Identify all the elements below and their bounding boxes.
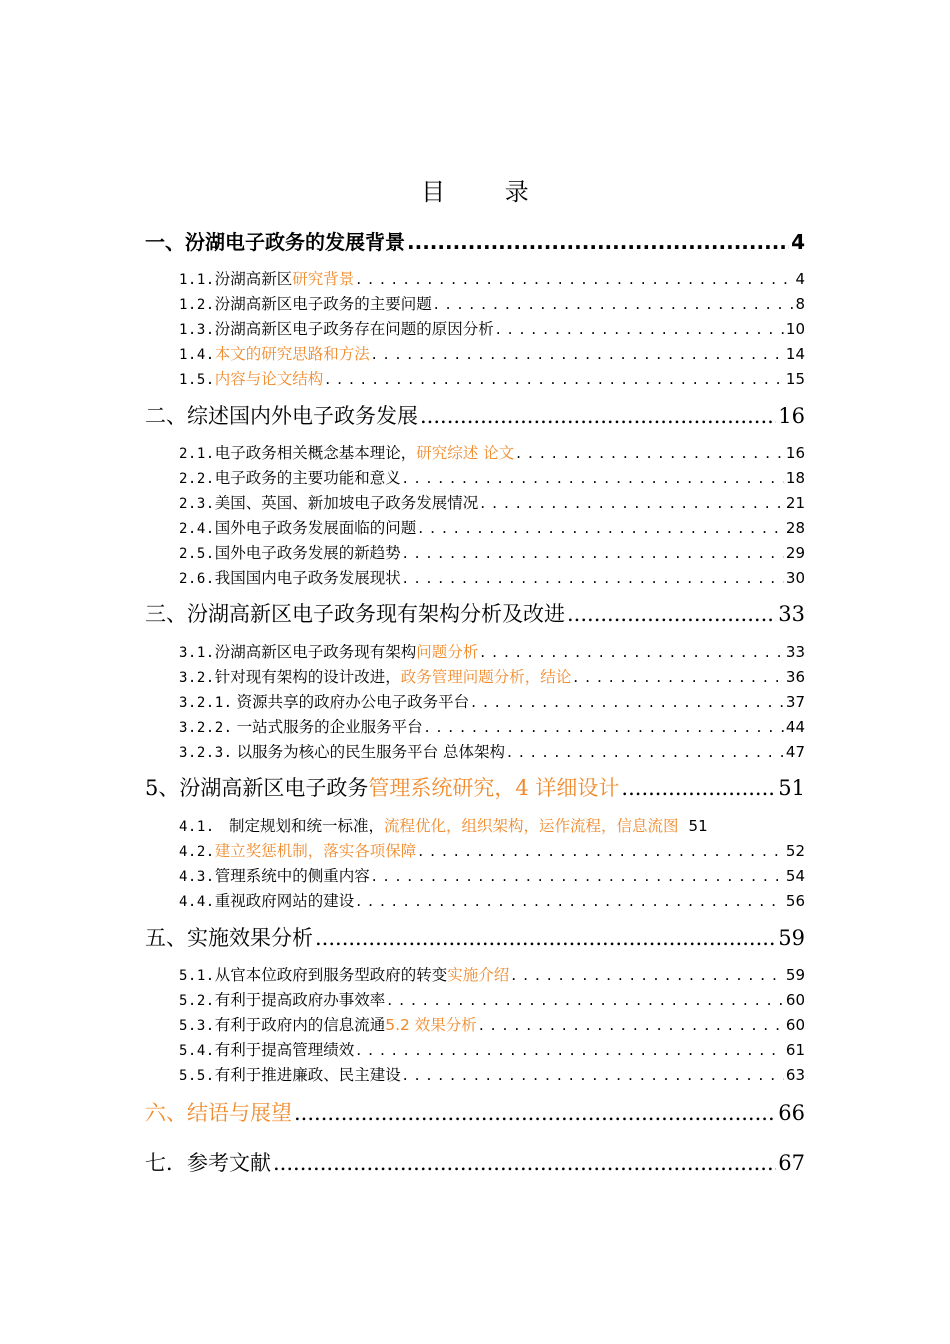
toc-entry[interactable] bbox=[145, 690, 805, 712]
toc-section-title: 综述国内外电子政务发展 bbox=[187, 404, 418, 428]
toc-dot-leader bbox=[273, 1151, 776, 1175]
toc-page-number: 28 bbox=[785, 519, 805, 537]
toc-entry[interactable] bbox=[145, 814, 805, 836]
toc-page-number: 14 bbox=[785, 345, 805, 363]
toc-entry[interactable] bbox=[145, 267, 805, 289]
toc-entry[interactable] bbox=[145, 740, 805, 762]
toc-entry-title: 有利于推进廉政、民主建设 bbox=[214, 1066, 401, 1084]
toc-entry-title: 流程优化，组织架构，运作流程，信息流图 bbox=[384, 817, 679, 835]
toc-entry[interactable] bbox=[145, 988, 805, 1010]
toc-page-number: 59 bbox=[778, 926, 805, 950]
toc-dot-leader bbox=[294, 1101, 776, 1125]
toc-section-title: 结语与展望 bbox=[187, 1101, 292, 1125]
toc-page-number: 37 bbox=[785, 693, 805, 711]
toc-entry[interactable] bbox=[145, 342, 805, 364]
toc-entry-title: 有利于提高管理绩效 bbox=[214, 1041, 355, 1059]
toc-page-number: 4 bbox=[791, 230, 805, 254]
toc-page-number: 4 bbox=[795, 270, 805, 288]
toc-page-number: 52 bbox=[785, 842, 805, 860]
toc-entry-title: 针对现有架构的设计改进， bbox=[214, 668, 401, 686]
toc-entry-number: 2.4. bbox=[179, 521, 215, 537]
toc-section-number: 二、 bbox=[145, 404, 187, 428]
toc-entry-title: 管理系统中的侧重内容 bbox=[214, 867, 370, 885]
toc-section[interactable] bbox=[145, 400, 805, 430]
toc-dot-leader bbox=[480, 643, 784, 661]
toc-page-number: 29 bbox=[785, 544, 805, 562]
toc-entry[interactable] bbox=[145, 665, 805, 687]
toc-dot-leader bbox=[420, 404, 776, 428]
toc-section[interactable] bbox=[145, 598, 805, 628]
toc-page-number: 67 bbox=[778, 1151, 805, 1175]
toc-entry-number: 5.2. bbox=[179, 993, 215, 1009]
toc-dot-leader bbox=[573, 668, 784, 686]
toc-dot-leader bbox=[471, 693, 784, 711]
toc-entry[interactable] bbox=[145, 1013, 805, 1035]
toc-entry-number: 1.4. bbox=[179, 347, 215, 363]
toc-entry-number: 3.2. bbox=[179, 670, 215, 686]
toc-page-number: 47 bbox=[785, 743, 805, 761]
toc-entry-title: 电子政务的主要功能和意义 bbox=[214, 469, 401, 487]
toc-page-number: 60 bbox=[785, 1016, 805, 1034]
toc-entry-title: 政务管理问题分析，结论 bbox=[400, 668, 572, 686]
toc-dot-leader bbox=[621, 776, 776, 800]
toc-page-number: 30 bbox=[785, 569, 805, 587]
toc-page-number: 15 bbox=[785, 370, 805, 388]
toc-page-number: 66 bbox=[778, 1101, 805, 1125]
toc-entry-title: 制定规划和统一标准， bbox=[229, 817, 385, 835]
toc-section-title: 管理系统研究，4 详细设计 bbox=[368, 776, 620, 800]
toc-section-number: 七． bbox=[145, 1151, 187, 1175]
toc-entry[interactable] bbox=[145, 292, 805, 314]
toc-entry-title: 以服务为核心的民生服务平台 总体架构 bbox=[236, 743, 506, 761]
toc-entry-number: 5.4. bbox=[179, 1043, 215, 1059]
toc-page-number: 51 bbox=[778, 776, 805, 800]
toc-section-number: 一、 bbox=[145, 230, 185, 254]
toc-section-number: 六、 bbox=[145, 1101, 187, 1125]
toc-page-number: 33 bbox=[785, 643, 805, 661]
toc-page-number: 21 bbox=[785, 494, 805, 512]
toc-page-number: 60 bbox=[785, 991, 805, 1009]
toc-dot-leader bbox=[418, 519, 784, 537]
toc-entry-title: 研究综述 论文 bbox=[416, 444, 515, 462]
toc-entry[interactable] bbox=[145, 715, 805, 737]
toc-entry[interactable] bbox=[145, 1038, 805, 1060]
toc-entry-title: 汾湖高新区 bbox=[214, 270, 293, 288]
toc-page-number: 33 bbox=[778, 602, 805, 626]
toc-entry-title: 国外电子政务发展面临的问题 bbox=[214, 519, 417, 537]
toc-entry[interactable] bbox=[145, 441, 805, 463]
toc-entry-title: 问题分析 bbox=[416, 643, 479, 661]
toc-entry[interactable] bbox=[145, 491, 805, 513]
toc-page-number: 59 bbox=[785, 966, 805, 984]
toc-page-number: 10 bbox=[785, 320, 805, 338]
toc-entry-number: 5.5. bbox=[179, 1068, 215, 1084]
toc-entry-number: 3.2.2. bbox=[179, 720, 233, 736]
toc-entry-title: 我国国内电子政务发展现状 bbox=[214, 569, 401, 587]
toc-entry[interactable] bbox=[145, 566, 805, 588]
toc-dot-leader bbox=[403, 544, 784, 562]
toc-entry[interactable] bbox=[145, 640, 805, 662]
toc-entry-number: 2.3. bbox=[179, 496, 215, 512]
toc-dot-leader bbox=[356, 892, 784, 910]
toc-entry-title: 电子政务相关概念基本理论， bbox=[214, 444, 417, 462]
toc-entry-title: 本文的研究思路和方法 bbox=[214, 345, 370, 363]
toc-dot-leader bbox=[372, 867, 784, 885]
toc-entry-number: 4.2. bbox=[179, 844, 215, 860]
toc-dot-leader bbox=[356, 270, 793, 288]
toc-page-number: 56 bbox=[785, 892, 805, 910]
toc-page-number: 44 bbox=[785, 718, 805, 736]
toc-entry-number: 1.3. bbox=[179, 322, 215, 338]
toc-entry-number: 2.6. bbox=[179, 571, 215, 587]
toc-entry-title: 国外电子政务发展的新趋势 bbox=[214, 544, 401, 562]
toc-entry-number: 3.2.1. bbox=[179, 695, 233, 711]
toc-page-number: 16 bbox=[778, 404, 805, 428]
toc-page-number: 63 bbox=[785, 1066, 805, 1084]
toc-section-title: 汾湖高新区电子政务现有架构分析及改进 bbox=[187, 602, 565, 626]
toc-entry-number: 4.1. bbox=[179, 819, 215, 835]
toc-dot-leader bbox=[434, 295, 794, 313]
toc-entry-title: 研究背景 bbox=[292, 270, 355, 288]
toc-page-number: 61 bbox=[785, 1041, 805, 1059]
toc-dot-leader bbox=[567, 602, 776, 626]
toc-entry-number: 3.1. bbox=[179, 645, 215, 661]
toc-entry[interactable] bbox=[145, 541, 805, 563]
toc-entry[interactable] bbox=[145, 317, 805, 339]
toc-entry[interactable] bbox=[145, 466, 805, 488]
toc-entry[interactable] bbox=[145, 839, 805, 861]
toc-page-number: 16 bbox=[785, 444, 805, 462]
toc-section-title: 汾湖电子政务的发展背景 bbox=[185, 230, 405, 254]
toc-section[interactable] bbox=[145, 772, 805, 802]
toc-entry-title: 重视政府网站的建设 bbox=[214, 892, 355, 910]
toc-entry-number: 5.3. bbox=[179, 1018, 215, 1034]
toc-entry-number: 5.1. bbox=[179, 968, 215, 984]
toc-entry-title: 汾湖高新区电子政务存在问题的原因分析 bbox=[214, 320, 494, 338]
toc-section-title: 参考文献 bbox=[187, 1151, 271, 1175]
toc-section-number: 五、 bbox=[145, 926, 187, 950]
toc-section-title: 实施效果分析 bbox=[187, 926, 313, 950]
toc-page-number: 8 bbox=[795, 295, 805, 313]
toc-dot-leader bbox=[356, 1041, 784, 1059]
toc-dot-leader bbox=[511, 966, 784, 984]
toc-entry-number: 3.2.3. bbox=[179, 745, 233, 761]
toc-entry-title: 有利于政府内的信息流通 bbox=[214, 1016, 386, 1034]
toc-dot-leader bbox=[315, 926, 776, 950]
toc-dot-leader bbox=[479, 1016, 784, 1034]
toc-dot-leader bbox=[325, 370, 784, 388]
toc-dot-leader bbox=[403, 469, 784, 487]
toc-dot-leader bbox=[425, 718, 784, 736]
toc-entry[interactable] bbox=[145, 963, 805, 985]
toc-section-number: 三、 bbox=[145, 602, 187, 626]
toc-entry-title: 实施介绍 bbox=[447, 966, 510, 984]
toc-entry-title: 建立奖惩机制，落实各项保障 bbox=[214, 842, 417, 860]
toc-dot-leader bbox=[403, 569, 784, 587]
toc-dot-leader bbox=[496, 320, 784, 338]
toc-entry-number: 2.2. bbox=[179, 471, 215, 487]
toc-entry-title: 5.2 效果分析 bbox=[385, 1016, 477, 1034]
toc-entry-title: 一站式服务的企业服务平台 bbox=[236, 718, 423, 736]
toc-section[interactable] bbox=[145, 1097, 805, 1127]
toc-entry-title: 资源共享的政府办公电子政务平台 bbox=[236, 693, 470, 711]
toc-entry-title: 美国、英国、新加坡电子政务发展情况 bbox=[214, 494, 479, 512]
toc-page-number: 54 bbox=[785, 867, 805, 885]
toc-entry-title: 内容与论文结构 bbox=[214, 370, 324, 388]
toc-dot-leader bbox=[418, 842, 784, 860]
toc-section[interactable] bbox=[145, 1147, 805, 1177]
toc-dot-leader bbox=[407, 230, 789, 254]
toc-section-number: 5、 bbox=[145, 776, 180, 800]
page-title: 目 录 bbox=[421, 178, 555, 206]
toc-entry[interactable] bbox=[145, 889, 805, 911]
toc-entry[interactable] bbox=[145, 367, 805, 389]
toc-section[interactable] bbox=[145, 226, 805, 256]
toc-dot-leader bbox=[507, 743, 784, 761]
toc-entry-number: 1.5. bbox=[179, 372, 215, 388]
toc-dot-leader bbox=[387, 991, 784, 1009]
toc-page-number: 36 bbox=[785, 668, 805, 686]
toc-entry[interactable] bbox=[145, 864, 805, 886]
toc-entry-number: 2.1. bbox=[179, 446, 215, 462]
toc-dot-leader bbox=[516, 444, 784, 462]
toc-entry[interactable] bbox=[145, 516, 805, 538]
toc-page-number: 18 bbox=[785, 469, 805, 487]
toc-entry-number: 2.5. bbox=[179, 546, 215, 562]
toc-entry-number: 1.1. bbox=[179, 272, 215, 288]
toc-section-title: 汾湖高新区电子政务 bbox=[179, 776, 369, 800]
toc-entry-number: 4.3. bbox=[179, 869, 215, 885]
toc-entry-title: 汾湖高新区电子政务现有架构 bbox=[214, 643, 417, 661]
toc-entry-number: 1.2. bbox=[179, 297, 215, 313]
toc-entry[interactable] bbox=[145, 1063, 805, 1085]
toc-section[interactable] bbox=[145, 922, 805, 952]
toc-dot-leader bbox=[372, 345, 784, 363]
toc-entry-title: 从官本位政府到服务型政府的转变 bbox=[214, 966, 448, 984]
toc-dot-leader bbox=[480, 494, 784, 512]
toc-dot-leader bbox=[403, 1066, 784, 1084]
toc-entry-title: 汾湖高新区电子政务的主要问题 bbox=[214, 295, 432, 313]
toc-page-number: 51 bbox=[688, 817, 708, 835]
toc-entry-number: 4.4. bbox=[179, 894, 215, 910]
toc-entry-title: 有利于提高政府办事效率 bbox=[214, 991, 386, 1009]
